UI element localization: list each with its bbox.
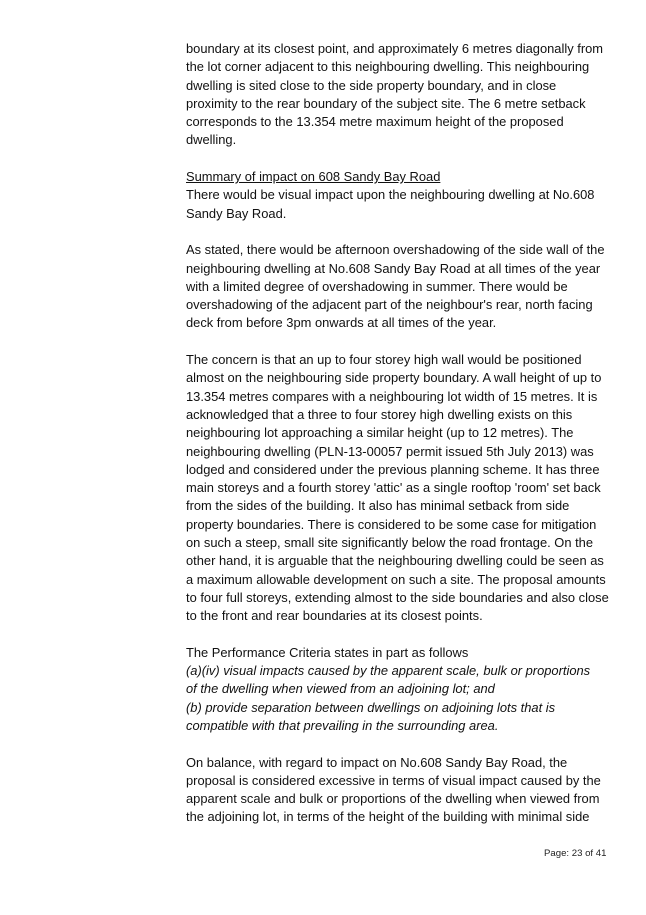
text-line: Sandy Bay Road. [186, 205, 287, 221]
text-line: main storeys and a fourth storey 'attic' as a single rooftop 'room' set back [186, 480, 601, 496]
text-line: with a limited degree of overshadowing in summer. There would be [186, 278, 568, 294]
text-line: 13.354 metres compares with a neighbouring lot width of 15 metres. It is [186, 388, 598, 404]
paragraph-summary [186, 168, 616, 223]
text-line: As stated, there would be afternoon overshadowing of the side wall of the [186, 242, 605, 258]
section-heading-summary: Summary of impact on 608 Sandy Bay Road [186, 169, 441, 185]
criteria-quote-line: (a)(iv) visual impacts caused by the apparent scale, bulk or proportions [186, 663, 591, 679]
text-line: almost on the neighbouring side property boundary. A wall height of up to [186, 370, 602, 386]
criteria-quote-line: of the dwelling when viewed from an adjoining lot; and [186, 681, 495, 697]
text-line: to four full storeys, extending almost to the side boundaries and also close [186, 589, 609, 605]
text-line: The concern is that an up to four storey high wall would be positioned [186, 352, 582, 368]
criteria-quote-line: compatible with that prevailing in the surrounding area. [186, 717, 499, 733]
text-line: to the front and rear boundaries at its closest points. [186, 608, 483, 624]
paragraph-performance-criteria [186, 644, 616, 735]
text-line: neighbouring dwelling at No.608 Sandy Bay Road at all times of the year [186, 260, 601, 276]
text-line: boundary at its closest point, and approximately 6 metres diagonally from [186, 41, 604, 56]
text-line: The Performance Criteria states in part as follows [186, 644, 469, 660]
text-line: acknowledged that a three to four storey high dwelling exists on this [186, 406, 573, 422]
text-line: corresponds to the 13.354 metre maximum height of the proposed [186, 114, 564, 130]
text-line: other hand, it is arguable that the neighbouring dwelling could be seen as [186, 553, 604, 569]
text-line: on such a steep, small site significantly below the road frontage. On the [186, 535, 593, 551]
text-line: deck from before 3pm onwards at all times of the year. [186, 315, 497, 331]
text-line: overshadowing of the adjacent part of the neighbour's rear, north facing [186, 297, 593, 313]
text-line: from the sides of the building. It also has minimal setback from side [186, 498, 570, 514]
text-line: property boundaries. There is considered to be some case for mitigation [186, 516, 597, 532]
page-number: Page: 23 of 41 [544, 848, 607, 859]
text-line: On balance, with regard to impact on No.608 Sandy Bay Road, the [186, 754, 568, 770]
text-line: proximity to the rear boundary of the subject site. The 6 metre setback [186, 95, 586, 111]
text-line: lodged and considered under the previous planning scheme. It has three [186, 461, 600, 477]
text-line: the adjoining lot, in terms of the height of the building with minimal side [186, 809, 590, 825]
paragraph-on-balance [186, 754, 616, 827]
text-line: neighbouring dwelling (PLN-13-00057 permit issued 5th July 2013) was [186, 443, 594, 459]
text-line: There would be visual impact upon the neighbouring dwelling at No.608 [186, 187, 595, 203]
text-line: a maximum allowable development on such a site. The proposal amounts [186, 571, 606, 587]
text-line: the lot corner adjacent to this neighbouring dwelling. This neighbouring [186, 59, 590, 75]
paragraph-concern [186, 351, 616, 625]
text-line: apparent scale and bulk or proportions of the dwelling when viewed from [186, 791, 600, 807]
text-line: proposal is considered excessive in terms of visual impact caused by the [186, 772, 601, 788]
criteria-quote-line: (b) provide separation between dwellings on adjoining lots that is [186, 699, 556, 715]
text-line: dwelling. [186, 132, 237, 148]
paragraph-setback [186, 40, 616, 150]
paragraph-overshadowing [186, 241, 616, 332]
document-body [186, 40, 616, 845]
text-line: neighbouring lot approaching a similar height (up to 12 metres). The [186, 425, 574, 441]
text-line: dwelling is sited close to the side property boundary, and in close [186, 77, 557, 93]
